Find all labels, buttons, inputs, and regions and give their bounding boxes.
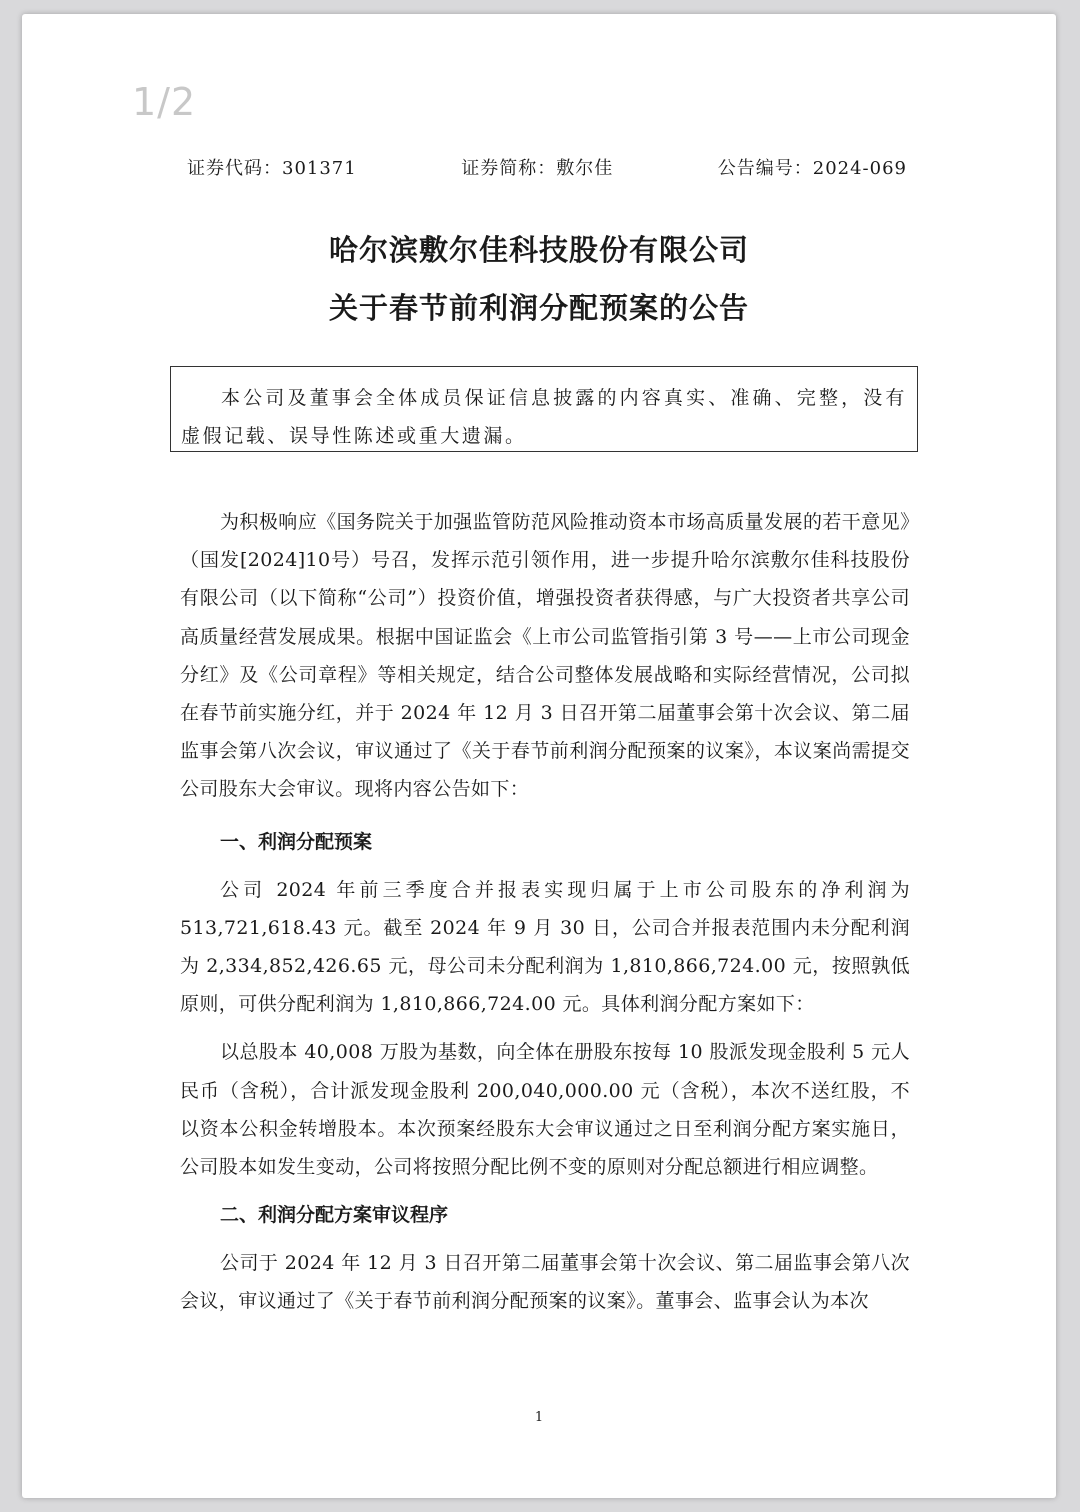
section-heading-2: 二、利润分配方案审议程序	[220, 1204, 449, 1227]
declaration-box: 本公司及董事会全体成员保证信息披露的内容真实、准确、完整，没有虚假记载、误导性陈述或重大遗漏。	[170, 366, 918, 452]
stock-code: 证券代码：301371	[187, 158, 357, 179]
title-company: 哈尔滨敷尔佳科技股份有限公司	[328, 233, 749, 267]
document-body	[180, 503, 910, 1321]
stock-abbreviation: 证券简称：敷尔佳	[461, 158, 614, 179]
document-page	[22, 14, 1056, 1498]
title-subject: 关于春节前利润分配预案的公告	[328, 291, 749, 325]
page-indicator: 1/2	[132, 80, 197, 124]
section2-paragraph-1: 公司于 2024 年 12 月 3 日召开第二届董事会第十次会议、第二届监事会第八次会议，审议通过了《关于春节前利润分配预案的议案》。董事会、监事会认为本次	[180, 1252, 910, 1313]
section-heading-1: 一、利润分配预案	[220, 830, 373, 853]
announcement-number: 公告编号：2024-069	[717, 158, 907, 179]
page-number: 1	[534, 1410, 544, 1425]
intro-paragraph: 为积极响应《国务院关于加强监管防范风险推动资本市场高质量发展的若干意见》（国发[2024]10号）号召，发挥示范引领作用，进一步提升哈尔滨敷尔佳科技股份有限公司（以下简称“公司”）投资价值，增强投资者获得感，与广大投资者共享公司高质量经营发展成果。根据中国证监会《上市公司监管指引第 3 号——上市公司现金分红》及《公司章程》等相关规定，结合公司整体发展战略和实际经营情况，公司拟在春节前实施分红，并于 2024 年 12 月 3 日召开第二届董事会第十次会议、第二届监事会第八次会议，审议通过了《关于春节前利润分配预案的议案》，本议案尚需提交公司股东大会审议。现将内容公告如下：	[180, 511, 910, 801]
section1-paragraph-1: 公司 2024 年前三季度合并报表实现归属于上市公司股东的净利润为 513,721,618.43 元。截至 2024 年 9 月 30 日，公司合并报表范围内未分配利润为 2,334,852,426.65 元，母公司未分配利润为 1,810,866,724.00 元，按照孰低原则，可供分配利润为 1,810,866,724.00 元。具体利润分配方案如下：	[180, 878, 910, 1016]
announcement-header	[187, 154, 907, 180]
section1-paragraph-2: 以总股本 40,008 万股为基数，向全体在册股东按每 10 股派发现金股利 5 元人民币（含税），合计派发现金股利 200,040,000.00 元（含税），本次不送红股，不以资本公积金转增股本。本次预案经股东大会审议通过之日至利润分配方案实施日，公司股本如发生变动，公司将按照分配比例不变的原则对分配总额进行相应调整。	[180, 1041, 910, 1179]
